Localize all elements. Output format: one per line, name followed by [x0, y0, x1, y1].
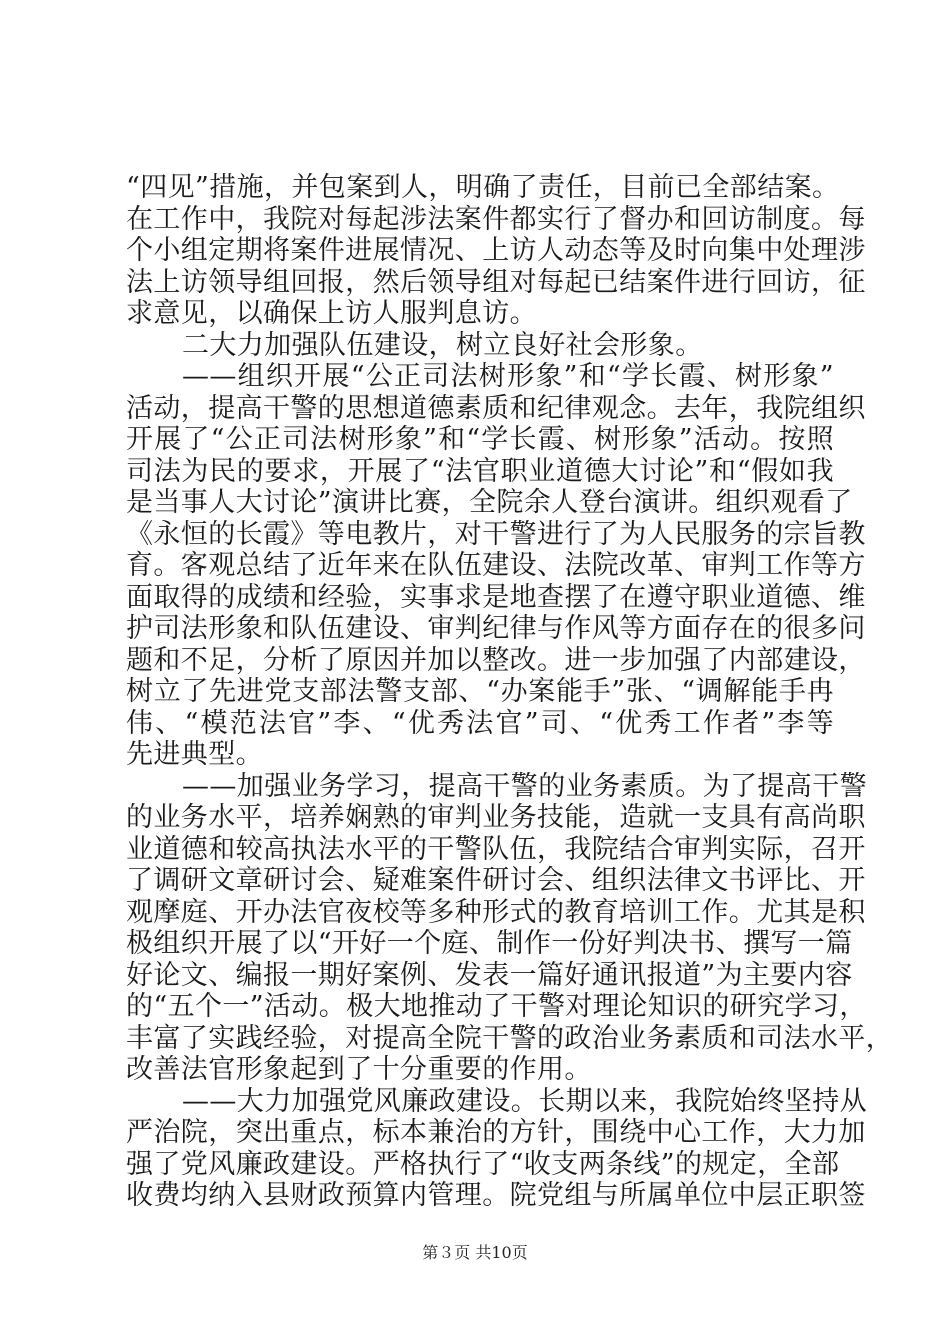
text-line: 改善法官形象起到了十分重要的作用。: [126, 1054, 592, 1085]
text-line: ——大力加强党风廉政建设。长期以来，我院始终坚持从: [182, 1085, 867, 1117]
text-line: 面取得的成绩和经验，实事求是地查摆了在遵守职业道德、维: [126, 581, 866, 613]
text-line: 严治院，突出重点，标本兼治的方针，围绕中心工作，大力加: [126, 1117, 866, 1148]
text-line: ——加强业务学习，提高干警的业务素质。为了提高干警: [182, 770, 867, 802]
page-number: 第３页 共10页: [422, 1243, 528, 1262]
text-line: 个小组定期将案件进展情况、上访人动态等及时向集中处理涉: [126, 235, 866, 266]
text-line: ——组织开展“公正司法树形象”和“学长霞、树形象”: [182, 361, 834, 392]
text-line: 先进典型。: [126, 739, 263, 770]
text-line: 业道德和较高执法水平的干警队伍，我院结合审判实际，召开: [126, 833, 866, 865]
text-line: 收费均纳入县财政预算内管理。院党组与所属单位中层正职签: [126, 1180, 866, 1211]
text-line: 题和不足，分析了原因并加以整改。进一步加强了内部建设，: [126, 644, 866, 676]
text-line: 护司法形象和队伍建设、审判纪律与作风等方面存在的很多问: [126, 613, 866, 644]
text-line: 司法为民的要求，开展了“法官职业道德大讨论”和“假如我: [126, 455, 834, 487]
text-line: 是当事人大讨论”演讲比赛，全院余人登台演讲。组织观看了: [126, 487, 853, 518]
text-line: “四见”措施，并包案到人，明确了责任，目前已全部结案。: [126, 172, 840, 203]
text-line: 观摩庭、开办法官夜校等多种形式的教育培训工作。尤其是积: [126, 896, 866, 928]
text-line: 树立了先进党支部法警支部、“办案能手”张、“调解能手冉: [126, 676, 834, 707]
text-line: 了调研文章研讨会、疑难案件研讨会、组织法律文书评比、开: [126, 865, 866, 896]
text-line: 好论文、编报一期好案例、发表一篇好通讯报道”为主要内容: [126, 959, 853, 991]
text-line: 的业务水平，培养娴熟的审判业务技能，造就一支具有高尚职: [126, 802, 866, 833]
text-line: 法上访领导组回报，然后领导组对每起已结案件进行回访，征: [126, 266, 866, 298]
text-line: 二大力加强队伍建设，树立良好社会形象。: [182, 329, 703, 361]
body-text: [126, 172, 894, 1212]
text-line: 的“五个一”活动。极大地推动了干警对理论知识的研究学习，: [126, 991, 867, 1022]
text-line: 丰富了实践经验，对提高全院干警的政治业务素质和司法水平，: [126, 1022, 894, 1054]
text-line: 强了党风廉政建设。严格执行了“收支两条线”的规定，全部: [126, 1148, 840, 1180]
text-line: 求意见，以确保上访人服判息访。: [126, 298, 537, 329]
text-line: 活动，提高干警的思想道德素质和纪律观念。去年，我院组织: [126, 392, 866, 424]
text-line: 育。客观总结了近年来在队伍建设、法院改革、审判工作等方: [126, 550, 866, 581]
text-line: 开展了“公正司法树形象”和“学长霞、树形象”活动。按照: [126, 424, 834, 455]
text-line: 伟、“模范法官”李、“优秀法官”司、“优秀工作者”李等: [126, 707, 834, 739]
text-line: 在工作中，我院对每起涉法案件都实行了督办和回访制度。每: [126, 203, 866, 235]
text-line: 《永恒的长霞》等电教片，对干警进行了为人民服务的宗旨教: [126, 518, 866, 550]
text-line: 极组织开展了以“开好一个庭、制作一份好判决书、撰写一篇: [126, 928, 853, 959]
